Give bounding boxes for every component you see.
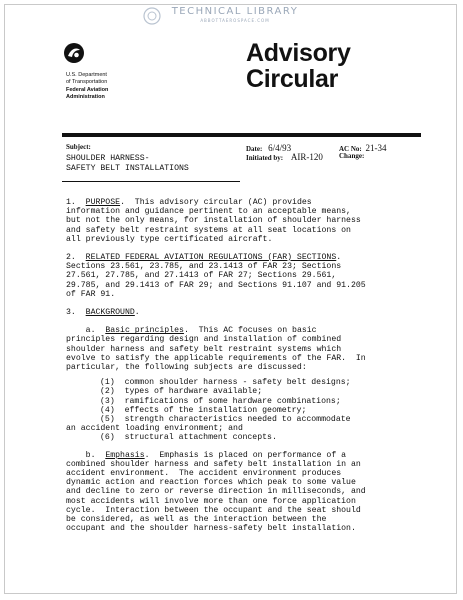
section-number: 3. [66, 308, 76, 318]
section-heading: RELATED FEDERAL AVIATION REGULATIONS (FAR) SECTIONS [85, 253, 337, 263]
list-item: (1) common shoulder harness - safety belt designs; [100, 378, 351, 388]
watermark [140, 6, 330, 23]
initiated-value: AIR-120 [290, 152, 323, 162]
date-label-text: Date: [246, 145, 263, 153]
watermark-subtitle: ABBOTTAEROSPACE.COM [200, 18, 270, 23]
paragraph-line: but not the only means, for installation of shoulder harness [66, 216, 361, 226]
list-item: (4) effects of the installation geometry; [100, 405, 307, 415]
library-logo-icon [142, 6, 162, 26]
subject-rule [62, 181, 240, 182]
section-number: 2. [66, 253, 76, 263]
section-related-far: 2. RELATED FEDERAL AVIATION REGULATIONS (FAR) SECTIONS. Sections 23.561, 23.785, and 23.1413 of FAR 23; Sections 27.561, 27.785, and 27.1413 of FAR 27; Sections 29.561, 29.785, and 29.1413 of FAR 29; and Sections 91.107 and 91.205 of FAR 91. [66, 253, 426, 299]
paragraph-line: shoulder harness and safety belt restraint systems which [66, 344, 342, 354]
list-item: (5) strength characteristics needed to accommodate [100, 415, 351, 425]
section-number: 1. [66, 198, 76, 207]
subject-line: SHOULDER HARNESS- [66, 154, 150, 163]
paragraph-line: dynamic action and reaction forces which peak to some value [66, 478, 356, 488]
paragraph-line: particular, the following subjects are discussed: [66, 363, 307, 373]
paragraph-line: be considered, as well as the interaction between the [66, 515, 327, 525]
paragraph-line: and safety belt restraint systems at all seat locations on [66, 225, 351, 235]
change-label: Change: [339, 152, 365, 160]
subject-list [66, 378, 426, 442]
paragraph-line: and decline to zero or reverse direction in milliseconds, and [66, 487, 366, 497]
list-item: (6) structural attachment concepts. [100, 433, 277, 443]
initiated-label [246, 152, 323, 162]
paragraph-line: . Emphasis is placed on performance of a [144, 450, 347, 460]
agency-block [66, 72, 108, 100]
subsection-a [66, 326, 426, 442]
paragraph-line: most accidents will involve more than one force application [66, 496, 356, 506]
paragraph-line: occupant and the shoulder harness-safety belt installation. [66, 524, 356, 534]
agency-line: Administration [66, 93, 105, 100]
ac-label: AC No: [339, 145, 362, 153]
subsection-label: a. [85, 326, 96, 336]
paragraph-line: of FAR 91. [66, 289, 116, 299]
header-rule [62, 133, 421, 137]
agency-line: of Transportation [66, 78, 108, 85]
section-purpose [66, 198, 426, 244]
subject-label: Subject: [66, 143, 91, 151]
paragraph-line: information and guidance pertinent to an acceptable means, [66, 207, 351, 217]
paragraph-line: cycle. Interaction between the occupant and the seat should [66, 505, 361, 515]
list-item: an accident loading environment; and [66, 424, 243, 434]
subsection-heading: Emphasis [105, 450, 145, 460]
initiated-label-text: Initiated by: [246, 154, 284, 162]
subject-line: SAFETY BELT INSTALLATIONS [66, 163, 189, 173]
subsection-label: b. [85, 450, 96, 460]
section-heading: PURPOSE [85, 198, 121, 207]
paragraph-line: evolve to satisfy the applicable requirements of the FAR. In [66, 353, 366, 363]
date-value: 6/4/93 [268, 143, 292, 153]
paragraph-line: accident environment. The accident environment produces [66, 469, 342, 479]
agency-line: U.S. Department [66, 72, 107, 78]
agency-line: Federal Aviation [66, 87, 109, 93]
section-heading: BACKGROUND [85, 308, 135, 318]
paragraph-line: . This advisory circular (AC) provides [120, 198, 312, 207]
paragraph-line: principles regarding design and installation of combined [66, 335, 342, 345]
dot-seal-icon [63, 42, 85, 64]
subsection-b [66, 451, 426, 534]
section-background: 3. BACKGROUND. a. Basic principles. This AC focuses on basic principles regarding design and installation of combined shoulder harness and safety belt restraint systems which evolve to satisfy the applicable requirements of the FAR. In particular, the following subjects are discussed: (1) common shoulder harness - safety belt designs; (2) types of hardware available; (3) ramifications of some hardware combinations; (4) effects of the installation geometry; (5) strength characteristics needed to accommodate an accident loading environment; and (6) structural attachment concepts. b. Emphasis. Emphasis is placed on performance of a combined shoulder harness and safety belt installation in an accident environment. The accident environment produces dynamic action and reaction forces which peak to some value and decline to zero or reverse direction in milliseconds, and most accidents will involve more than one force application cycle. Interaction between the occupant and the seat should be considered, as well as the interaction between the occupant and the shoulder harness-safety belt installation. [66, 308, 426, 533]
document-body [66, 198, 426, 534]
ac-value: 21-34 [365, 143, 387, 153]
list-item: (3) ramifications of some hardware combinations; [100, 396, 341, 406]
title-line: Advisory [246, 39, 351, 67]
watermark-title: TECHNICAL LIBRARY [171, 6, 299, 17]
list-item: (2) types of hardware available; [100, 387, 263, 397]
paragraph-line: . This AC focuses on basic [183, 326, 317, 336]
document-title [246, 40, 351, 92]
title-line: Circular [246, 65, 339, 93]
paragraph-line: all previously type certificated aircraft. [66, 234, 273, 244]
paragraph-line: 27.561, 27.785, and 27.1413 of FAR 27; Sections 29.561, [66, 271, 337, 281]
subsection-heading: Basic principles [105, 326, 184, 336]
subject-value [66, 154, 189, 173]
paragraph-line: Sections 23.561, 23.785, and 23.1413 of FAR 23; Sections [66, 262, 342, 272]
paragraph-line: combined shoulder harness and safety belt installation in an [66, 459, 361, 469]
paragraph-line: 29.785, and 29.1413 of FAR 29; and Sections 91.107 and 91.205 [66, 280, 366, 290]
